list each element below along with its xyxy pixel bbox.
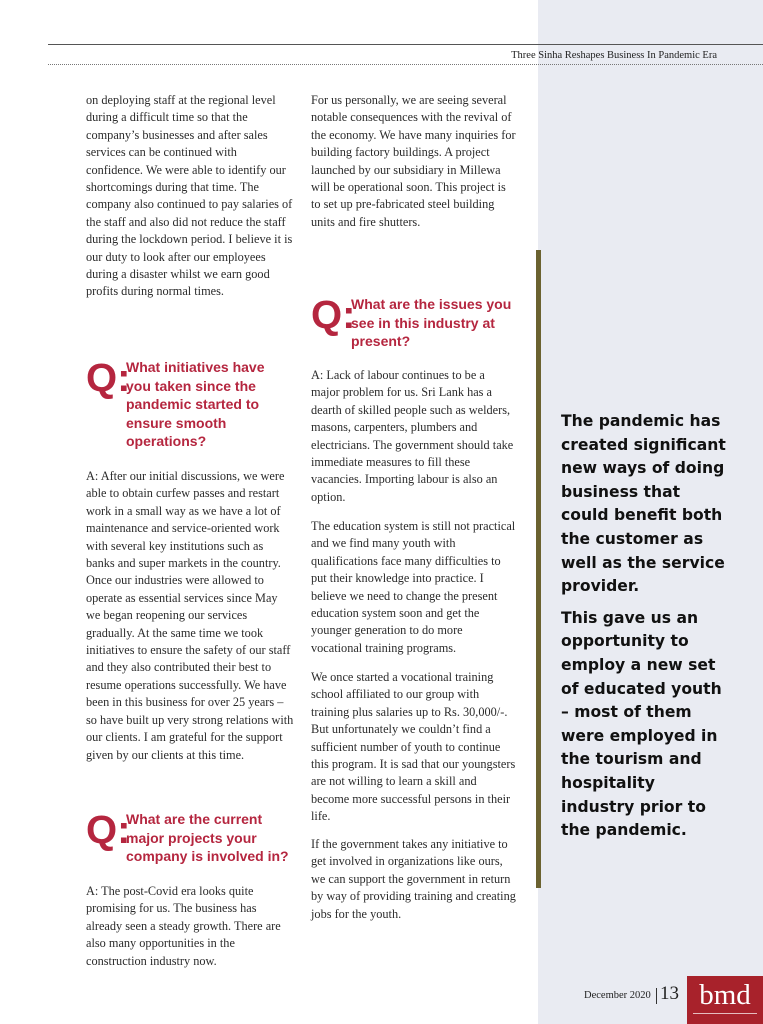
column1-paragraph-3: A: The post-Covid era looks quite promising for us. The business has already seen a steady growth. There are also many opportunities in the construction industry now. — [86, 884, 281, 968]
header-dotted-rule — [48, 64, 763, 65]
column2-paragraph-4: We once started a vocational training school affiliated to our group with training plus salaries up to Rs. 30,000/-. But unfortunately we couldn’t find a sufficient number of youth to continue this program. It is sad that our youngsters are not willing to learn a skill and become more successful persons in their life. — [311, 670, 516, 824]
logo-tagline-rule — [693, 1013, 757, 1016]
logo-text: bmd — [699, 979, 751, 1011]
question-text: What are the current major projects your company is involved in? — [126, 811, 289, 864]
column2-paragraph-1: For us personally, we are seeing several notable consequences with the revival of the economy. We have many inquiries for building factory buildings. A project launched by our subsidiary in Millewa will be operational soon. This project is to set up pre-fabricated steel building units and fire shutters. — [311, 93, 516, 229]
question-text: What are the issues you see in this industry at present? — [351, 296, 512, 349]
column2-paragraph-5: If the government takes any initiative to get involved in organizations like ours, we can support the government in return by way of providing training and creating jobs for the youth. — [311, 837, 516, 921]
question-mark: Q: — [311, 293, 356, 337]
pull-quote-paragraph-1: The pandemic has created significant new ways of doing business that could benefit both the customer as well as the service provider. — [561, 412, 726, 596]
bmd-logo — [687, 976, 763, 1024]
question-current-projects — [86, 810, 296, 870]
column1-paragraph-2: A: After our initial discussions, we were able to obtain curfew passes and restart work in a small way as we have a lot of maintenance and service-oriented work with several key institutions such as banks and super markets in the country. Once our industries were allowed to operate as essential services since May we began reopening our services gradually. At the same time we took initiatives to ensure the safety of our staff and they also contributed their best to resume operations successfully. We have been in this business for over 25 years – so have built up very strong relations with our clients. I am grateful for the support given by our clients at this time. — [86, 469, 294, 762]
question-mark: Q: — [86, 808, 131, 852]
footer-separator — [656, 988, 657, 1004]
pull-quote — [561, 410, 731, 851]
question-industry-issues — [311, 295, 516, 355]
pull-quote-bar — [536, 250, 541, 888]
question-mark: Q: — [86, 356, 131, 400]
column2-paragraph-3: The education system is still not practical and we find many youth with qualifications face many difficulties to put their knowledge into practice. I believe we need to change the present education system soon and get the younger generation to do more vocational training programs. — [311, 519, 516, 655]
column2-paragraph-2: A: Lack of labour continues to be a major problem for us. Sri Lank has a dearth of skilled people such as welders, masons, carpenters, plumbers and electricians. The government should take immediate measures to fill these vacancies. Importing labour is also an option. — [311, 368, 514, 504]
header-rule — [48, 44, 763, 45]
column1-paragraph-1: on deploying staff at the regional level during a difficult time so that the company’s businesses and after sales services can be continued with confidence. We were able to identify our shortcomings during that time. The company also continued to pay salaries of the staff and also did not reduce the staff during the lockdown period. I believe it is our duty to look after our employees during a disaster whilst we earn good profits during normal times. — [86, 93, 293, 299]
footer-date: December 2020 — [584, 990, 651, 1001]
question-initiatives — [86, 358, 296, 453]
page-number: 13 — [660, 983, 679, 1004]
pull-quote-paragraph-2: This gave us an opportunity to employ a new set of educated youth – most of them were employed in the tourism and hospitality industry prior to the pandemic. — [561, 608, 722, 840]
question-text: What initiatives have you taken since the pandemic started to ensure smooth operations? — [126, 359, 265, 449]
running-title: Three Sinha Reshapes Business In Pandemic Era — [511, 50, 717, 61]
